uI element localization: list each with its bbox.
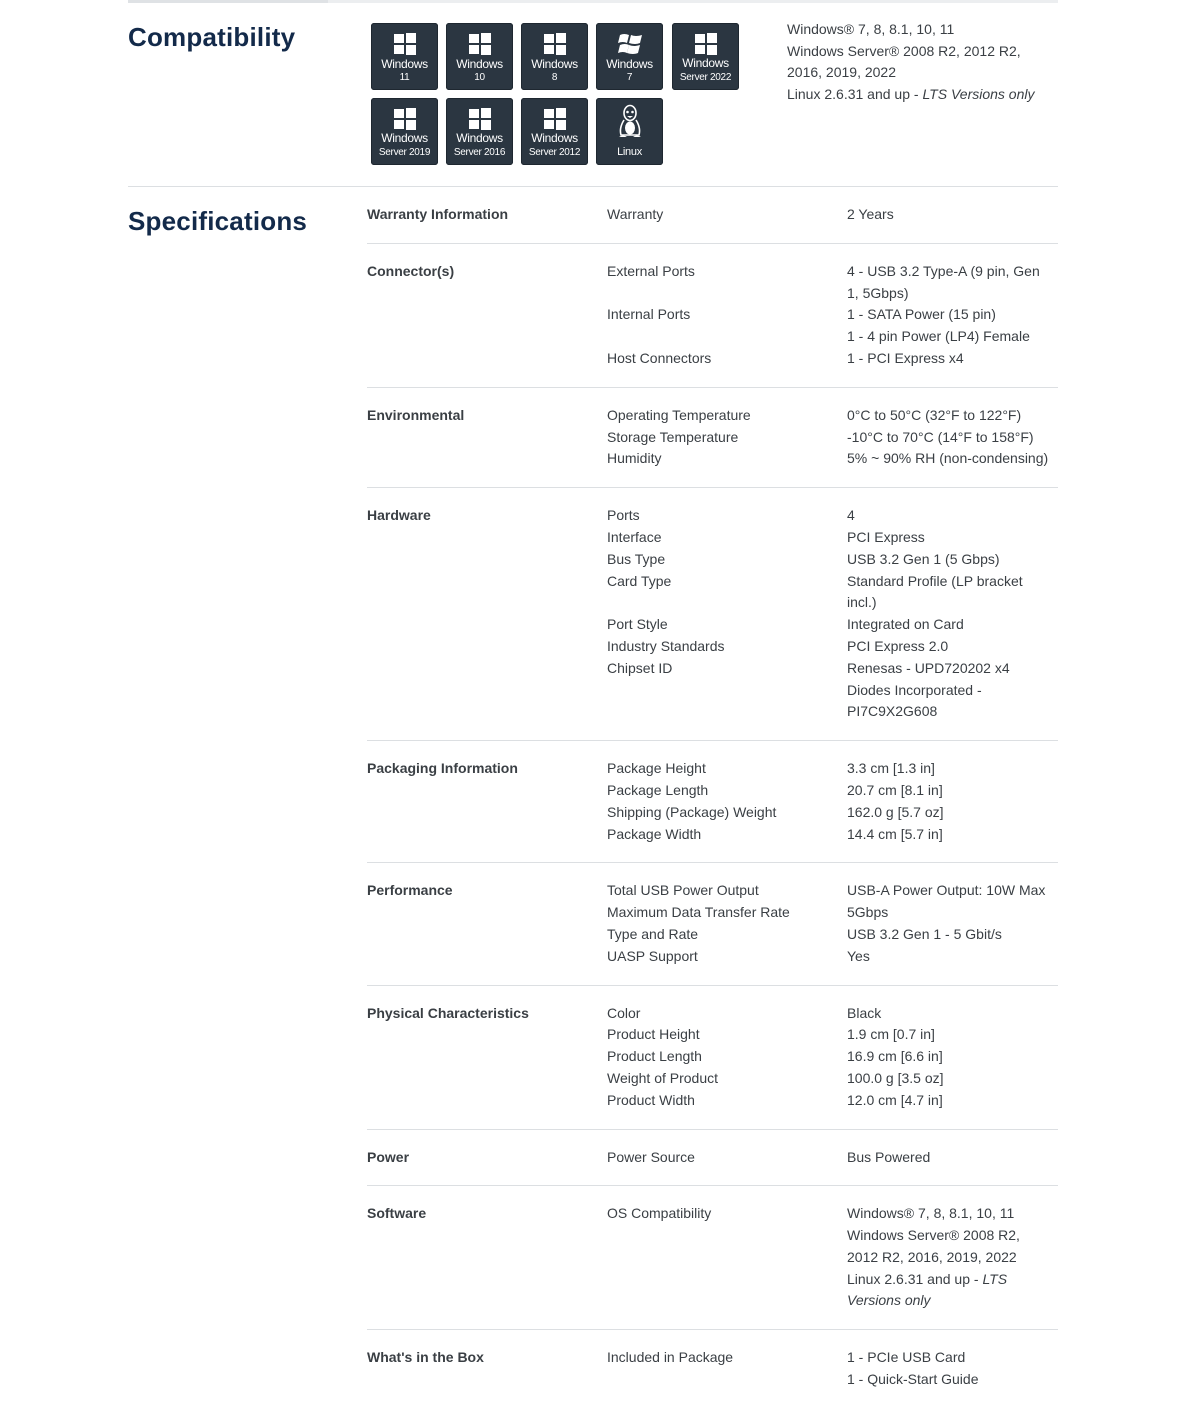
windows-server-2022-badge: [672, 23, 739, 90]
spec-category: Performance: [367, 882, 453, 899]
spec-value-line: [847, 405, 1058, 427]
spec-value: [847, 1347, 1058, 1391]
spec-row: [607, 1068, 1058, 1090]
os-badges: [371, 23, 751, 168]
spec-value-text: 0°C to 50°C (32°F to 122°F): [847, 406, 1022, 423]
spec-value-text: Versions only: [847, 1292, 931, 1309]
windows-7-logo-icon: [617, 32, 643, 56]
spec-row: [607, 1024, 1058, 1046]
spec-value-line: [847, 902, 1058, 924]
spec-value: [847, 348, 1058, 370]
spec-value: [847, 880, 1058, 902]
spec-value: [847, 448, 1058, 470]
windows-logo-icon: [468, 32, 492, 56]
spec-category: What's in the Box: [367, 1349, 484, 1366]
spec-group: [367, 488, 1058, 741]
windows-10-badge: [446, 23, 513, 90]
spec-row: [607, 636, 1058, 658]
spec-group: [367, 741, 1058, 863]
spec-row: [607, 1046, 1058, 1068]
badge-line2: Server 2022: [679, 72, 732, 83]
spec-row: [607, 405, 1058, 427]
spec-row: [607, 924, 1058, 946]
spec-value-line: [847, 758, 1058, 780]
spec-value-text: Yes: [847, 947, 870, 964]
spec-category: Physical Characteristics: [367, 1004, 529, 1021]
compatibility-heading: Compatibility: [128, 22, 296, 52]
linux-badge: [596, 98, 663, 165]
badge-line2: 11: [399, 72, 410, 83]
spec-row: [607, 1203, 1058, 1312]
spec-key: Package Height: [607, 760, 706, 777]
spec-group: [367, 986, 1058, 1130]
spec-value: [847, 427, 1058, 449]
spec-value-text: 1 - 4 pin Power (LP4) Female: [847, 328, 1030, 345]
compat-linux-text: Linux 2.6.31 and up -: [787, 85, 923, 102]
spec-value-line: [847, 1203, 1058, 1225]
spec-key: Ports: [607, 507, 640, 524]
spec-value-text: 16.9 cm [6.6 in]: [847, 1048, 943, 1065]
spec-key: Internal Ports: [607, 306, 691, 323]
linux-tux-icon: [616, 104, 644, 140]
spec-category: Warranty Information: [367, 206, 509, 222]
spec-value-line: [847, 946, 1058, 968]
spec-key: Type and Rate: [607, 925, 699, 942]
spec-row: [607, 802, 1058, 824]
spec-value-line: [847, 448, 1058, 470]
spec-key: Color: [607, 1004, 641, 1021]
windows-server-2016-badge: [446, 98, 513, 165]
spec-value-text: 162.0 g [5.7 oz]: [847, 803, 944, 820]
spec-value-text: PCI Express 2.0: [847, 637, 949, 654]
spec-row: [607, 880, 1058, 902]
spec-value: [847, 902, 1058, 924]
spec-value: [847, 780, 1058, 802]
badge-line1: Windows: [606, 57, 653, 71]
top-divider: [128, 0, 1058, 3]
spec-value-text: 100.0 g [3.5 oz]: [847, 1069, 944, 1086]
spec-category: Packaging Information: [367, 760, 518, 777]
compat-line: 2016, 2019, 2022: [787, 64, 896, 80]
spec-category: Environmental: [367, 406, 465, 423]
spec-key: Shipping (Package) Weight: [607, 803, 777, 820]
spec-key: Product Width: [607, 1091, 695, 1108]
spec-value: [847, 636, 1058, 658]
spec-value: [847, 758, 1058, 780]
windows-logo-icon: [543, 107, 567, 131]
spec-value-text: USB 3.2 Gen 1 - 5 Gbit/s: [847, 925, 1002, 942]
spec-key: Card Type: [607, 572, 672, 589]
spec-lts-note: LTS: [982, 1270, 1008, 1287]
spec-value-text: 2 Years: [847, 206, 894, 222]
spec-row: [607, 527, 1058, 549]
spec-category: Power: [367, 1148, 410, 1165]
spec-value-text: 20.7 cm [8.1 in]: [847, 781, 943, 798]
spec-row: [607, 1003, 1058, 1025]
spec-value-text: 5% ~ 90% RH (non-condensing): [847, 450, 1049, 467]
windows-logo-icon: [694, 32, 718, 56]
spec-value-line: [847, 304, 1058, 326]
spec-value: [847, 549, 1058, 571]
spec-value-line: [847, 614, 1058, 636]
spec-value-text: Standard Profile (LP bracket: [847, 572, 1023, 589]
spec-value-line: [847, 1068, 1058, 1090]
badge-line1: Windows: [531, 57, 578, 71]
spec-key: Maximum Data Transfer Rate: [607, 904, 790, 921]
spec-key: Host Connectors: [607, 349, 712, 366]
spec-row: [607, 780, 1058, 802]
spec-value: [847, 261, 1058, 305]
badge-line2: Server 2016: [453, 147, 506, 158]
spec-key: Interface: [607, 528, 662, 545]
spec-value-line: [847, 780, 1058, 802]
spec-row: [607, 204, 1058, 226]
spec-value-line: [847, 549, 1058, 571]
spec-row: [607, 348, 1058, 370]
spec-row: [607, 614, 1058, 636]
spec-category: Connector(s): [367, 262, 455, 279]
spec-key: UASP Support: [607, 947, 698, 964]
specifications-heading: Specifications: [128, 206, 308, 236]
spec-value: [847, 1003, 1058, 1025]
badge-line1: Windows: [456, 57, 503, 71]
spec-value-text: 1, 5Gbps): [847, 284, 909, 301]
spec-value-line: [847, 1147, 1058, 1169]
spec-value: [847, 1090, 1058, 1112]
spec-row: [607, 758, 1058, 780]
spec-group: [367, 244, 1058, 388]
spec-value-line: [847, 348, 1058, 370]
spec-key: Product Length: [607, 1048, 702, 1065]
spec-value-line: [847, 527, 1058, 549]
badge-line1: Linux: [617, 146, 642, 158]
spec-value-text: Windows® 7, 8, 8.1, 10, 11: [847, 1205, 1015, 1222]
spec-value-text: -10°C to 70°C (14°F to 158°F): [847, 428, 1034, 445]
spec-value-text: 1 - Quick-Start Guide: [847, 1371, 979, 1388]
spec-value: [847, 924, 1058, 946]
spec-row: [607, 946, 1058, 968]
spec-value-line: [847, 1369, 1058, 1391]
spec-value-text: Bus Powered: [847, 1148, 931, 1165]
windows-logo-icon: [468, 107, 492, 131]
spec-value: [847, 304, 1058, 348]
compat-line: Windows Server® 2008 R2, 2012 R2,: [787, 42, 1021, 59]
spec-key: OS Compatibility: [607, 1205, 712, 1222]
spec-key: Package Length: [607, 781, 709, 798]
spec-row: [607, 304, 1058, 348]
spec-value-text: 4 - USB 3.2 Type-A (9 pin, Gen: [847, 262, 1040, 279]
spec-value: [847, 571, 1058, 615]
spec-value-line: [847, 1090, 1058, 1112]
specifications-table: [367, 187, 1058, 1408]
spec-row: [607, 1090, 1058, 1112]
spec-value: [847, 505, 1058, 527]
spec-value-line: [847, 880, 1058, 902]
spec-value-text: USB 3.2 Gen 1 (5 Gbps): [847, 550, 1000, 567]
badge-line2: Server 2012: [528, 147, 581, 158]
spec-value-line: [847, 658, 1058, 680]
spec-value-text: USB-A Power Output: 10W Max: [847, 882, 1046, 899]
badge-line1: Windows: [381, 57, 428, 71]
spec-value-line: [847, 204, 1058, 226]
spec-value-line: [847, 505, 1058, 527]
windows-11-badge: [371, 23, 438, 90]
spec-value-text: PI7C9X2G608: [847, 703, 938, 720]
spec-key: Port Style: [607, 616, 668, 633]
spec-category: Software: [367, 1205, 427, 1222]
spec-key: Industry Standards: [607, 637, 725, 654]
spec-key: Product Height: [607, 1026, 700, 1043]
badge-line2: 8: [551, 72, 558, 83]
spec-value-text: 1 - PCIe USB Card: [847, 1349, 966, 1366]
spec-value-text: 14.4 cm [5.7 in]: [847, 825, 943, 842]
spec-value-text: 4: [847, 507, 855, 524]
spec-value-text: Integrated on Card: [847, 616, 964, 633]
spec-value-line: [847, 1046, 1058, 1068]
spec-value-line: [847, 636, 1058, 658]
spec-value: [847, 946, 1058, 968]
spec-value-line: [847, 1347, 1058, 1369]
badge-line2: 10: [474, 72, 485, 83]
spec-value-text: Windows Server® 2008 R2,: [847, 1227, 1020, 1244]
spec-group: [367, 1186, 1058, 1330]
spec-value: [847, 1068, 1058, 1090]
spec-value-text: 1 - SATA Power (15 pin): [847, 306, 996, 323]
spec-value: [847, 1046, 1058, 1068]
badge-line2: 7: [626, 72, 633, 83]
spec-key: Power Source: [607, 1148, 695, 1165]
spec-row: [607, 549, 1058, 571]
spec-value-line: [847, 571, 1058, 593]
spec-key: Total USB Power Output: [607, 882, 759, 899]
spec-value-line: [847, 701, 1058, 723]
spec-value: [847, 658, 1058, 723]
windows-logo-icon: [393, 32, 417, 56]
spec-group: [367, 1130, 1058, 1187]
spec-row: [607, 261, 1058, 305]
spec-value-line: [847, 1024, 1058, 1046]
spec-value-line: [847, 802, 1058, 824]
spec-value: [847, 405, 1058, 427]
spec-value-line: [847, 427, 1058, 449]
spec-key: Package Width: [607, 825, 702, 842]
spec-value-line: [847, 283, 1058, 305]
spec-value-text: 1.9 cm [0.7 in]: [847, 1026, 935, 1043]
spec-value-line: [847, 261, 1058, 283]
spec-value-line: [847, 680, 1058, 702]
spec-value-line: [847, 1247, 1058, 1269]
compatibility-text: [787, 19, 1057, 105]
spec-key: Operating Temperature: [607, 406, 751, 423]
windows-7-badge: [596, 23, 663, 90]
spec-value-line: [847, 1225, 1058, 1247]
spec-value-text: 3.3 cm [1.3 in]: [847, 760, 935, 777]
windows-logo-icon: [543, 32, 567, 56]
spec-value-text: 5Gbps: [847, 904, 889, 921]
windows-server-2019-badge: [371, 98, 438, 165]
spec-row: [607, 658, 1058, 723]
spec-group: [367, 1330, 1058, 1408]
spec-value-text: PCI Express: [847, 528, 925, 545]
compat-lts-note: LTS Versions only: [922, 85, 1035, 102]
spec-row: [607, 1147, 1058, 1169]
badge-line1: Windows: [456, 131, 503, 145]
spec-row: [607, 448, 1058, 470]
spec-row: [607, 505, 1058, 527]
spec-value-text: Linux 2.6.31 and up -: [847, 1270, 983, 1287]
spec-row: [607, 571, 1058, 615]
spec-row: [607, 902, 1058, 924]
spec-key: Warranty: [607, 206, 664, 222]
spec-group: [367, 187, 1058, 244]
spec-category: Hardware: [367, 507, 431, 524]
spec-value: [847, 1203, 1058, 1312]
badge-line1: Windows: [682, 56, 729, 70]
spec-value-line: [847, 1290, 1058, 1312]
spec-value-line: [847, 1269, 1058, 1291]
spec-value-text: incl.): [847, 594, 877, 611]
spec-key: Storage Temperature: [607, 428, 739, 445]
spec-key: Chipset ID: [607, 659, 673, 676]
spec-key: Weight of Product: [607, 1069, 719, 1086]
spec-value-text: Black: [847, 1004, 882, 1021]
spec-value: [847, 614, 1058, 636]
compat-line: [787, 84, 1057, 106]
windows-server-2012-badge: [521, 98, 588, 165]
windows-8-badge: [521, 23, 588, 90]
spec-value: [847, 527, 1058, 549]
spec-value-text: Diodes Incorporated -: [847, 681, 982, 698]
spec-value-text: 12.0 cm [4.7 in]: [847, 1091, 943, 1108]
spec-group: [367, 863, 1058, 985]
windows-logo-icon: [393, 107, 417, 131]
badge-line2: Server 2019: [378, 147, 431, 158]
spec-key: Humidity: [607, 450, 662, 467]
spec-value: [847, 1147, 1058, 1169]
spec-value-line: [847, 326, 1058, 348]
spec-value-text: 2012 R2, 2016, 2019, 2022: [847, 1248, 1017, 1265]
spec-group: [367, 388, 1058, 488]
badge-line1: Windows: [531, 131, 578, 145]
spec-row: [607, 1347, 1058, 1391]
spec-value-line: [847, 924, 1058, 946]
spec-key: External Ports: [607, 262, 695, 279]
spec-value-line: [847, 824, 1058, 846]
compat-line: Windows® 7, 8, 8.1, 10, 11: [787, 21, 955, 37]
spec-value-line: [847, 592, 1058, 614]
spec-value: [847, 802, 1058, 824]
spec-row: [607, 427, 1058, 449]
badge-line1: Windows: [381, 131, 428, 145]
spec-value-text: 1 - PCI Express x4: [847, 349, 964, 366]
spec-value: [847, 204, 1058, 226]
spec-key: Bus Type: [607, 550, 666, 567]
spec-key: Included in Package: [607, 1349, 734, 1366]
spec-value: [847, 824, 1058, 846]
spec-row: [607, 824, 1058, 846]
spec-value: [847, 1024, 1058, 1046]
spec-value-text: Renesas - UPD720202 x4: [847, 659, 1010, 676]
spec-value-line: [847, 1003, 1058, 1025]
